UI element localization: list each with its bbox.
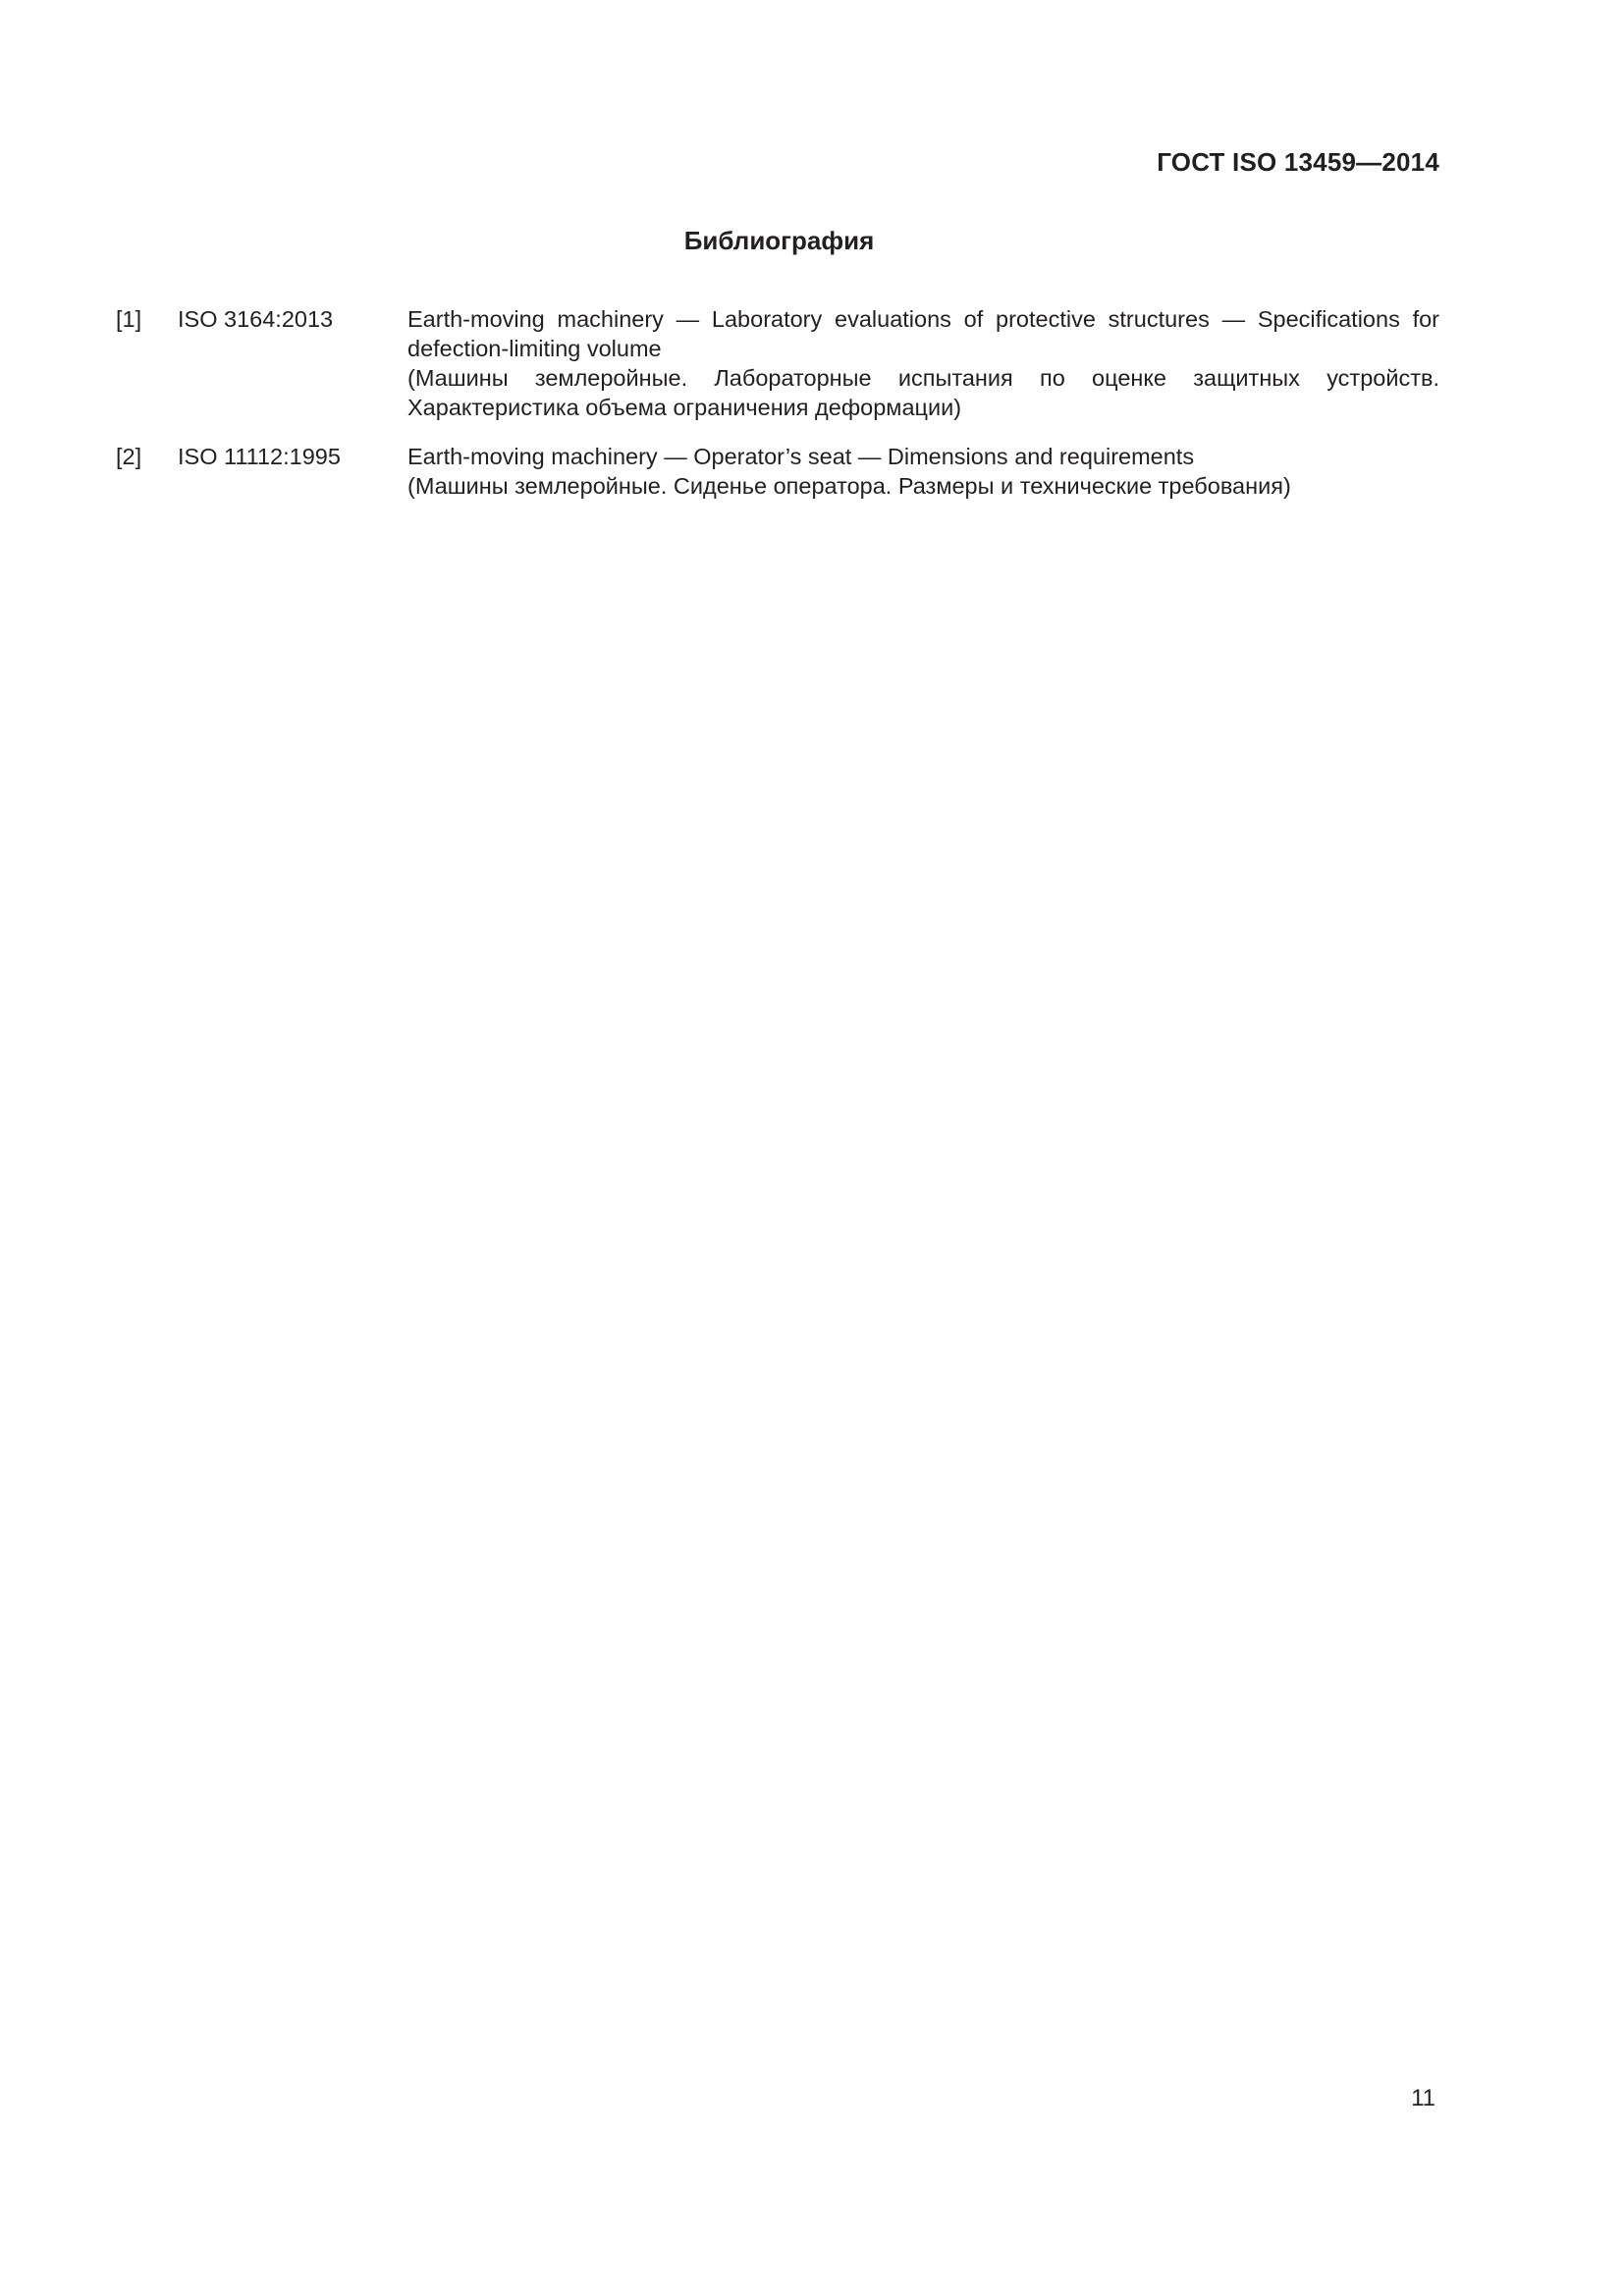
entry-title-ru: (Машины землеройные. Лабораторные испытания по оценке защитных устройств. Характеристика объема ограничения деформации) [407,365,1439,420]
bibliography-entry [116,442,1439,501]
entry-title-ru: (Машины землеройные. Сиденье оператора. Размеры и технические требования) [407,473,1291,499]
bibliography-entry [116,304,1439,422]
entry-standard-code: ISO 11112:1995 [178,444,341,469]
entry-title-en: Earth-moving machinery — Operator’s seat — Dimensions and requirements [407,444,1195,469]
bibliography-list [116,304,1439,520]
entry-title-en: Earth-moving machinery — Laboratory evaluations of protective structures — Specifications for defection-limiting volume [407,306,1439,361]
page-number: 11 [1411,2085,1435,2111]
entry-description [407,442,1439,501]
standard-id-header: ГОСТ ISO 13459—2014 [1157,147,1439,177]
bibliography-title: Библиография [683,226,875,255]
entry-number: [1] [116,306,142,332]
entry-standard-code: ISO 3164:2013 [178,306,334,332]
entry-description [407,304,1439,422]
entry-number: [2] [116,444,142,469]
